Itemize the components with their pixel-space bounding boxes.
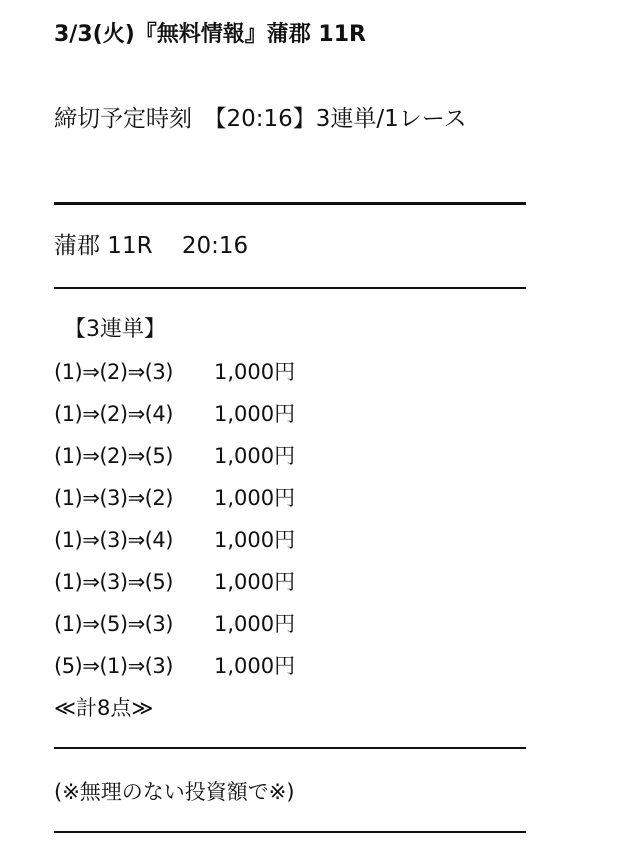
bet-amount: 1,000円 [214,528,296,552]
bet-row [54,398,295,440]
divider [54,831,526,833]
race-time: 20:16 [181,233,249,259]
bet-combo: (1)⇒(2)⇒(5) [54,444,173,468]
deadline-info: 締切予定時刻 【20:16】3連単/1レース [54,106,467,132]
bet-amount: 1,000円 [214,612,296,636]
bet-amount: 1,000円 [214,402,296,426]
bet-amount: 1,000円 [214,486,296,510]
race-gap [153,233,182,259]
bet-combo: (5)⇒(1)⇒(3) [54,654,173,678]
bet-amount: 1,000円 [214,654,296,678]
bet-row [54,356,295,398]
disclaimer-note: (※無理のない投資額で※) [54,780,295,804]
race-line [54,230,248,262]
total-count: ≪計8点≫ [54,696,154,720]
bet-combo: (1)⇒(2)⇒(4) [54,402,173,426]
bet-combo: (1)⇒(3)⇒(4) [54,528,173,552]
bet-row [54,440,295,482]
divider [54,202,526,205]
bet-amount: 1,000円 [214,570,296,594]
bet-row [54,524,295,566]
page-title: 3/3(火)『無料情報』蒲郡 11R [54,22,366,47]
bet-combo: (1)⇒(3)⇒(2) [54,486,173,510]
divider [54,287,526,289]
bet-amount: 1,000円 [214,360,296,384]
bet-type-label: 【3連単】 [64,317,166,342]
bet-amount: 1,000円 [214,444,296,468]
bet-row [54,482,295,524]
bet-combo: (1)⇒(5)⇒(3) [54,612,173,636]
divider [54,747,526,749]
bet-row [54,608,295,650]
bet-list [54,356,295,692]
bet-row [54,566,295,608]
bet-row [54,650,295,692]
race-venue: 蒲郡 11R [54,233,153,259]
bet-combo: (1)⇒(2)⇒(3) [54,360,173,384]
bet-combo: (1)⇒(3)⇒(5) [54,570,173,594]
